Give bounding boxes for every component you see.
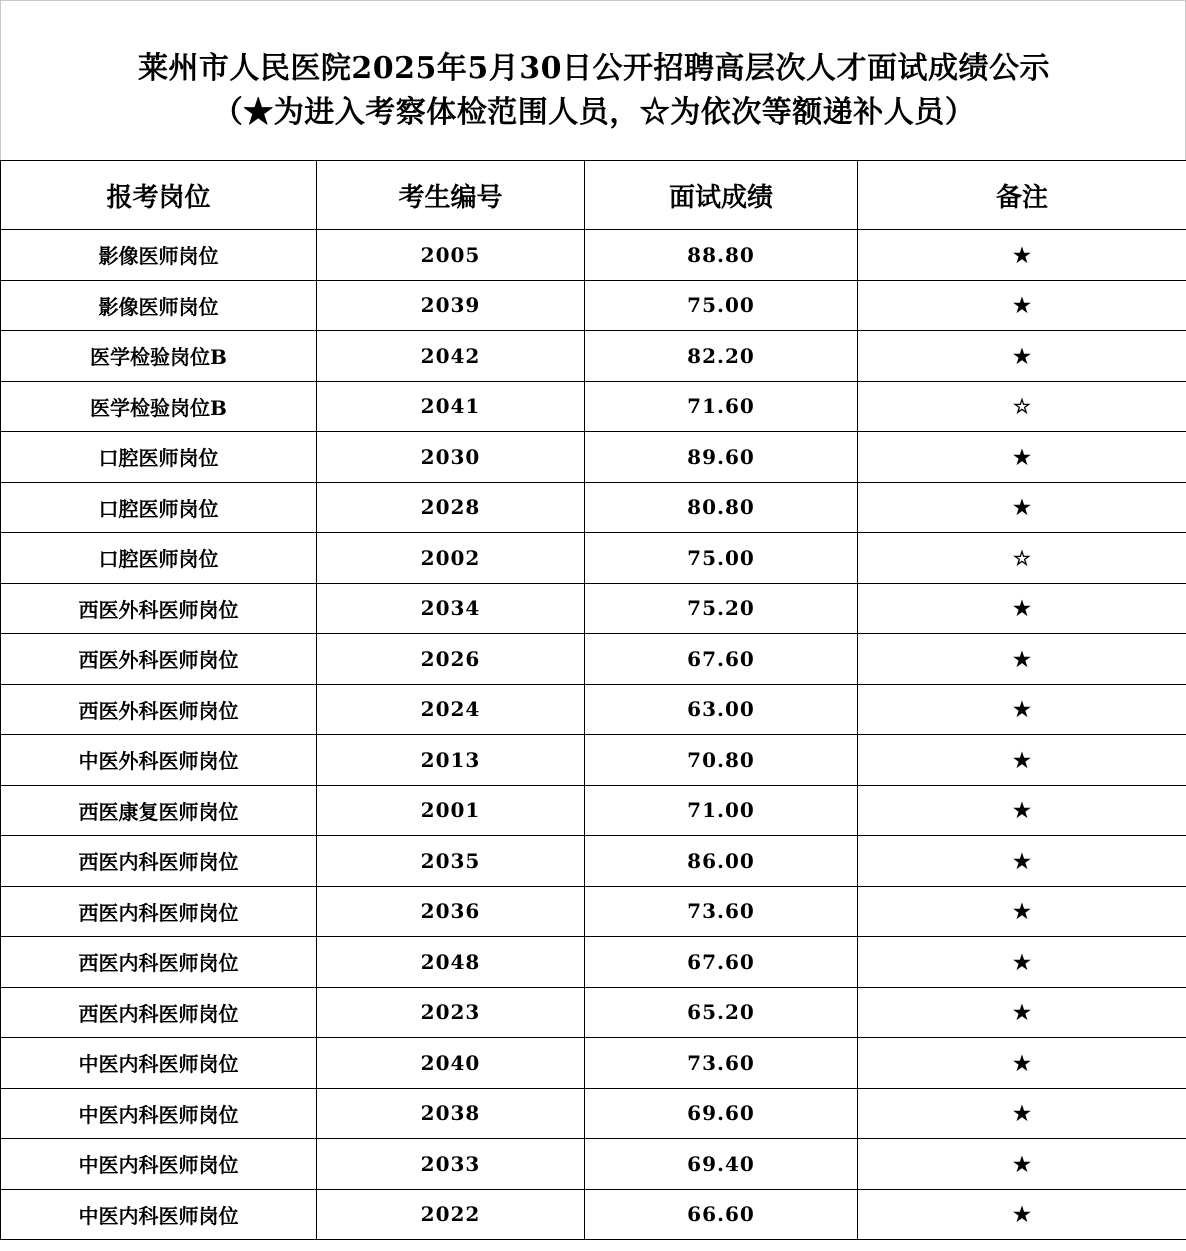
note-cell: ★ — [858, 634, 1186, 685]
candidate-id-cell: 2038 — [317, 1088, 585, 1139]
position-cell: 西医内科医师岗位 — [1, 836, 317, 887]
score-cell: 63.00 — [585, 684, 858, 735]
note-cell: ★ — [858, 937, 1186, 988]
position-cell: 医学检验岗位B — [1, 331, 317, 382]
score-cell: 71.00 — [585, 785, 858, 836]
table-row — [1, 1088, 1186, 1139]
candidate-id-cell: 2048 — [317, 937, 585, 988]
candidate-id-cell: 2001 — [317, 785, 585, 836]
table-row — [1, 280, 1186, 331]
score-cell: 69.40 — [585, 1139, 858, 1190]
candidate-id-cell: 2023 — [317, 987, 585, 1038]
score-cell: 73.60 — [585, 1038, 858, 1089]
table-row — [1, 735, 1186, 786]
candidate-id-cell: 2033 — [317, 1139, 585, 1190]
table-row — [1, 987, 1186, 1038]
position-cell: 西医内科医师岗位 — [1, 886, 317, 937]
score-cell: 66.60 — [585, 1189, 858, 1240]
score-cell: 67.60 — [585, 937, 858, 988]
table-row — [1, 331, 1186, 382]
note-cell: ☆ — [858, 381, 1186, 432]
note-cell: ★ — [858, 836, 1186, 887]
note-cell: ☆ — [858, 533, 1186, 584]
position-cell: 口腔医师岗位 — [1, 482, 317, 533]
table-row — [1, 432, 1186, 483]
note-cell: ★ — [858, 280, 1186, 331]
score-cell: 80.80 — [585, 482, 858, 533]
note-cell: ★ — [858, 1139, 1186, 1190]
note-cell: ★ — [858, 482, 1186, 533]
note-cell: ★ — [858, 331, 1186, 382]
table-row — [1, 381, 1186, 432]
candidate-id-cell: 2041 — [317, 381, 585, 432]
table-row — [1, 583, 1186, 634]
candidate-id-cell: 2005 — [317, 230, 585, 281]
header-candidate-id: 考生编号 — [317, 161, 585, 230]
position-cell: 中医内科医师岗位 — [1, 1038, 317, 1089]
score-cell: 69.60 — [585, 1088, 858, 1139]
position-cell: 中医内科医师岗位 — [1, 1189, 317, 1240]
score-cell: 86.00 — [585, 836, 858, 887]
score-cell: 89.60 — [585, 432, 858, 483]
note-cell: ★ — [858, 1189, 1186, 1240]
score-cell: 75.00 — [585, 533, 858, 584]
position-cell: 中医外科医师岗位 — [1, 735, 317, 786]
table-body — [1, 230, 1186, 1240]
candidate-id-cell: 2026 — [317, 634, 585, 685]
candidate-id-cell: 2028 — [317, 482, 585, 533]
note-cell: ★ — [858, 1088, 1186, 1139]
candidate-id-cell: 2002 — [317, 533, 585, 584]
position-cell: 西医外科医师岗位 — [1, 583, 317, 634]
note-cell: ★ — [858, 735, 1186, 786]
candidate-id-cell: 2042 — [317, 331, 585, 382]
table-row — [1, 533, 1186, 584]
score-cell: 65.20 — [585, 987, 858, 1038]
page-title: 莱州市人民医院2025年5月30日公开招聘高层次人才面试成绩公示 — [137, 51, 1051, 86]
table-row — [1, 230, 1186, 281]
position-cell: 西医内科医师岗位 — [1, 987, 317, 1038]
candidate-id-cell: 2040 — [317, 1038, 585, 1089]
score-cell: 67.60 — [585, 634, 858, 685]
title-block — [0, 0, 1186, 160]
table-row — [1, 1139, 1186, 1190]
candidate-id-cell: 2022 — [317, 1189, 585, 1240]
position-cell: 西医康复医师岗位 — [1, 785, 317, 836]
position-cell: 西医外科医师岗位 — [1, 684, 317, 735]
candidate-id-cell: 2024 — [317, 684, 585, 735]
note-cell: ★ — [858, 987, 1186, 1038]
note-cell: ★ — [858, 583, 1186, 634]
table-row — [1, 886, 1186, 937]
table-row — [1, 836, 1186, 887]
table-row — [1, 937, 1186, 988]
table-row — [1, 785, 1186, 836]
header-interview-score: 面试成绩 — [585, 161, 858, 230]
candidate-id-cell: 2039 — [317, 280, 585, 331]
score-cell: 88.80 — [585, 230, 858, 281]
candidate-id-cell: 2030 — [317, 432, 585, 483]
scores-table — [0, 160, 1186, 1240]
score-cell: 75.20 — [585, 583, 858, 634]
page-subtitle: （★为进入考察体检范围人员，☆为依次等额递补人员） — [212, 95, 976, 130]
table-row — [1, 1189, 1186, 1240]
note-cell: ★ — [858, 1038, 1186, 1089]
candidate-id-cell: 2034 — [317, 583, 585, 634]
note-cell: ★ — [858, 432, 1186, 483]
candidate-id-cell: 2035 — [317, 836, 585, 887]
position-cell: 中医内科医师岗位 — [1, 1139, 317, 1190]
table-header-row — [1, 161, 1186, 230]
candidate-id-cell: 2013 — [317, 735, 585, 786]
note-cell: ★ — [858, 230, 1186, 281]
table-row — [1, 634, 1186, 685]
position-cell: 口腔医师岗位 — [1, 432, 317, 483]
table-row — [1, 684, 1186, 735]
position-cell: 影像医师岗位 — [1, 230, 317, 281]
position-cell: 口腔医师岗位 — [1, 533, 317, 584]
position-cell: 医学检验岗位B — [1, 381, 317, 432]
header-position: 报考岗位 — [1, 161, 317, 230]
note-cell: ★ — [858, 684, 1186, 735]
score-cell: 71.60 — [585, 381, 858, 432]
score-cell: 82.20 — [585, 331, 858, 382]
score-cell: 73.60 — [585, 886, 858, 937]
header-note: 备注 — [858, 161, 1186, 230]
position-cell: 西医内科医师岗位 — [1, 937, 317, 988]
score-cell: 75.00 — [585, 280, 858, 331]
position-cell: 影像医师岗位 — [1, 280, 317, 331]
note-cell: ★ — [858, 785, 1186, 836]
note-cell: ★ — [858, 886, 1186, 937]
score-cell: 70.80 — [585, 735, 858, 786]
candidate-id-cell: 2036 — [317, 886, 585, 937]
position-cell: 中医内科医师岗位 — [1, 1088, 317, 1139]
table-row — [1, 482, 1186, 533]
table-row — [1, 1038, 1186, 1089]
position-cell: 西医外科医师岗位 — [1, 634, 317, 685]
